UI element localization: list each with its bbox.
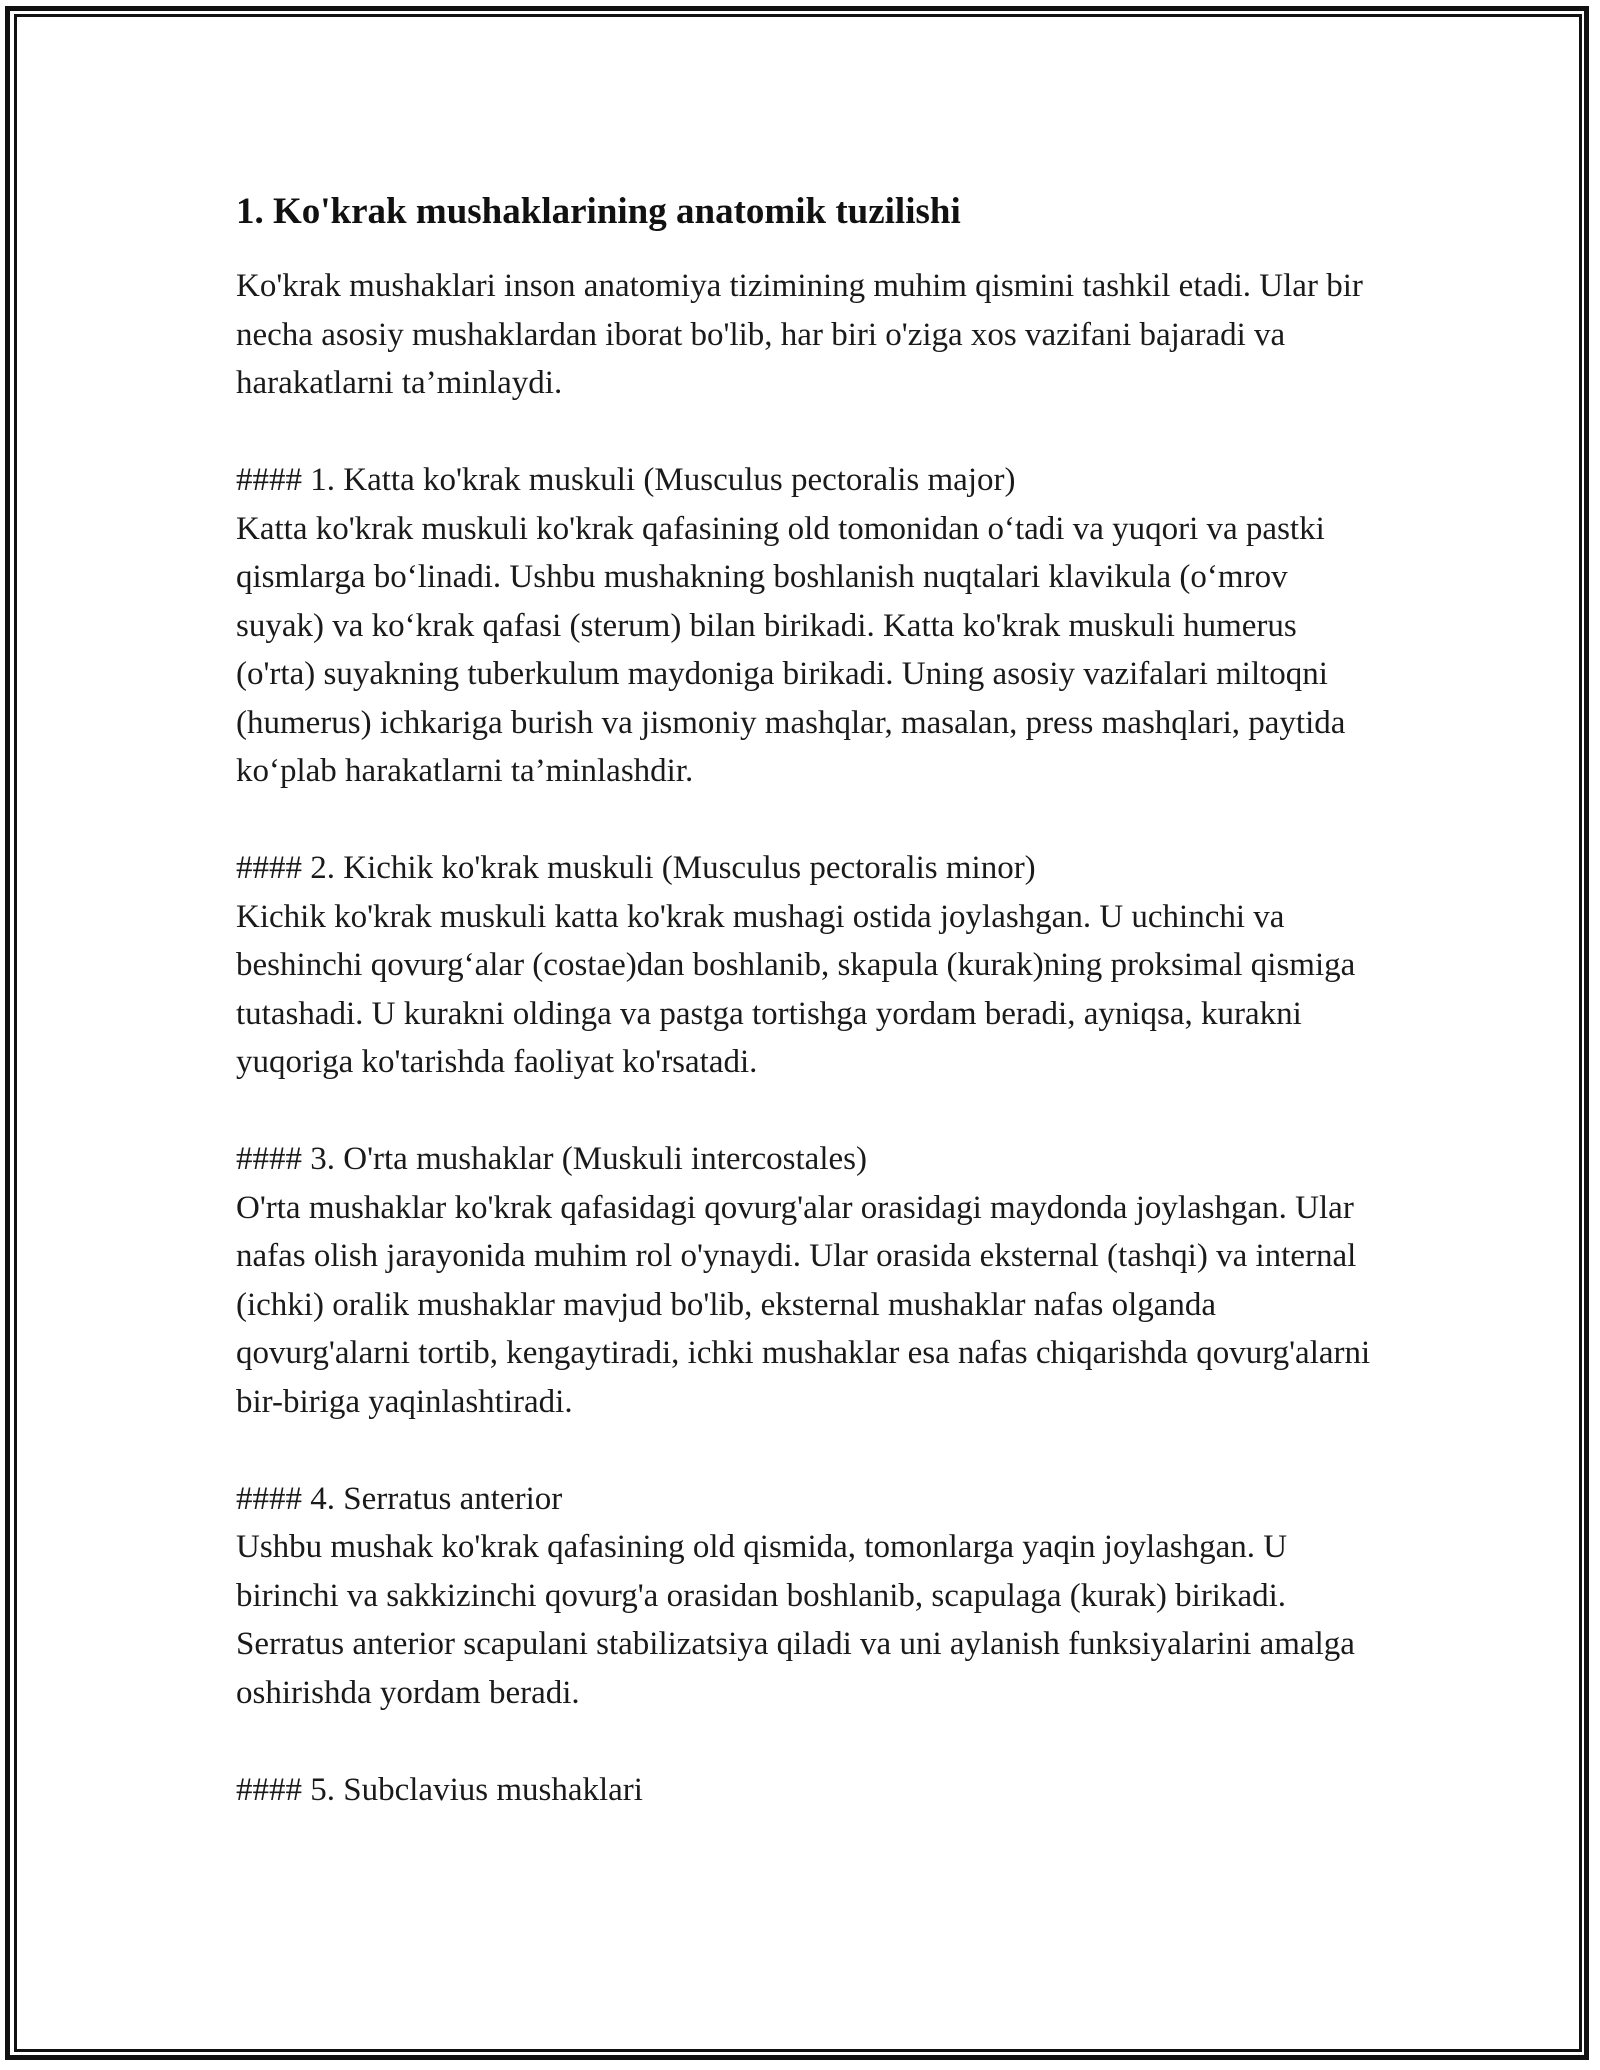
intro-paragraph: Ko'krak mushaklari inson anatomiya tizimining muhim qismini tashkil etadi. Ular bir necha asosiy mushaklardan iborat bo'lib, har biri o'ziga xos vazifani bajaradi va harakatlarni ta’minlaydi. — [236, 268, 1363, 401]
section-serratus-anterior — [236, 1475, 1376, 1718]
section-subclavius — [236, 1766, 1376, 1815]
document-content — [236, 186, 1376, 1814]
section-body: Katta ko'krak muskuli ko'krak qafasining old tomonidan o‘tadi va yuqori va pastki qismlarga bo‘linadi. Ushbu mushakning boshlanish nuqtalari klavikula (o‘mrov suyak) va ko‘krak qafasi (sterum) bilan birikadi. Katta ko'krak muskuli humerus (o'rta) suyakning tuberkulum maydoniga birikadi. Uning asosiy vazifalari miltoqni (humerus) ichkariga burish va jismoniy mashqlar, masalan, press mashqlari, paytida ko‘plab harakatlarni ta’minlashdir. — [236, 510, 1346, 789]
section-body: Kichik ko'krak muskuli katta ko'krak mushagi ostida joylashgan. U uchinchi va beshinchi qovurg‘alar (costae)dan boshlanib, skapula (kurak)ning proksimal qismiga tutashadi. U kurakni oldinga va pastga tortishga yordam beradi, ayniqsa, kurakni yuqoriga ko'tarishda faoliyat ko'rsatadi. — [236, 898, 1356, 1080]
section-heading: #### 1. Katta ko'krak muskuli (Musculus pectoralis major) — [236, 462, 1016, 498]
document-title: 1. Ko'krak mushaklarining anatomik tuzilishi — [236, 191, 961, 232]
section-body: O'rta mushaklar ko'krak qafasidagi qovurg'alar orasidagi maydonda joylashgan. Ular nafas olish jarayonida muhim rol o'ynaydi. Ular orasida eksternal (tashqi) va internal (ichki) oralik mushaklar mavjud bo'lib, eksternal mushaklar nafas olganda qovurg'alarni tortib, kengaytiradi, ichki mushaklar esa nafas chiqarishda qovurg'alarni bir-biriga yaqinlashtiradi. — [236, 1189, 1371, 1420]
section-heading: #### 3. O'rta mushaklar (Muskuli intercostales) — [236, 1141, 867, 1177]
section-pectoralis-major — [236, 456, 1376, 796]
section-heading: #### 5. Subclavius mushaklari — [236, 1771, 643, 1808]
section-pectoralis-minor — [236, 844, 1376, 1087]
section-body: Ushbu mushak ko'krak qafasining old qismida, tomonlarga yaqin joylashgan. U birinchi va sakkizinchi qovurg'a orasidan boshlanib, scapulaga (kurak) birikadi. Serratus anterior scapulani stabilizatsiya qiladi va uni aylanish funksiyalarini amalga oshirishda yordam beradi. — [236, 1529, 1355, 1711]
section-heading: #### 2. Kichik ko'krak muskuli (Musculus pectoralis minor) — [236, 850, 1036, 886]
section-heading: #### 4. Serratus anterior — [236, 1480, 563, 1517]
section-intercostales — [236, 1135, 1376, 1426]
